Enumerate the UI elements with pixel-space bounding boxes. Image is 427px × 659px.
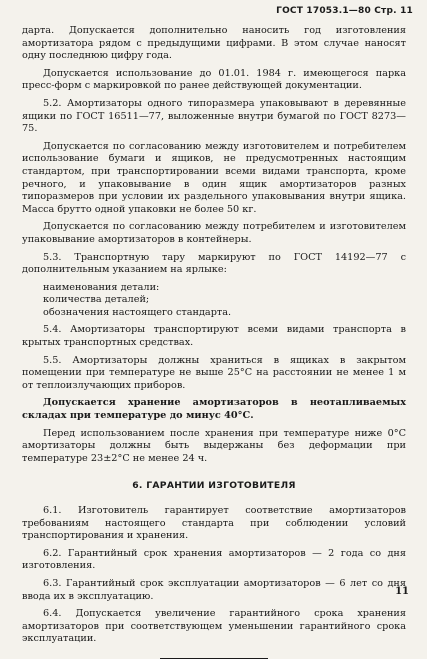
section-title: 6. ГАРАНТИИ ИЗГОТОВИТЕЛЯ bbox=[132, 480, 296, 492]
paragraph-6-3: 6.3. Гарантийный срок эксплуатации амортизаторов — 6 лет со дня ввода их в эксплуатацию. bbox=[22, 577, 406, 602]
paragraph-containers: Допускается по согласованию между потребителем и изготовителем упаковывание амортизаторов в контейнеры. bbox=[22, 221, 406, 245]
paragraph-5-3: 5.3. Транспортную тару маркируют по ГОСТ 14192—77 с дополнительным указанием на ярлыке: bbox=[22, 251, 406, 276]
paragraph-before-use: Перед использованием после хранения при температуре ниже 0°С амортизаторы должны быть выдержаны без деформации при температуре 23±2°С не менее 24 ч. bbox=[22, 427, 406, 464]
list-item: наименования детали: bbox=[43, 281, 160, 293]
paragraph-5-5: 5.5. Амортизаторы должны храниться в ящиках в закрытом помещении при температуре не выше 25°С на расстоянии не менее 1 м от теплоизлучающих приборов. bbox=[22, 354, 406, 391]
paragraph-6-4: 6.4. Допускается увеличение гарантийного срока хранения амортизаторов при соответствующем уменьшении гарантийного срока эксплуатации. bbox=[22, 608, 406, 645]
page-header: ГОСТ 17053.1—80 Стр. 11 bbox=[276, 6, 413, 16]
paragraph-unheated-storage: Допускается хранение амортизаторов в неотапливаемых складах при температуре до минус 40°С. bbox=[22, 397, 406, 422]
paragraph-6-2: 6.2. Гарантийный срок хранения амортизаторов — 2 года со дня изготовления. bbox=[22, 547, 406, 572]
page-number: 11 bbox=[395, 586, 409, 597]
list-item: количества деталей; bbox=[43, 294, 150, 306]
paragraph-5-4: 5.4. Амортизаторы транспортируют всеми видами транспорта в крытых транспортных средствах. bbox=[22, 324, 406, 349]
paragraph-6-1: 6.1. Изготовитель гарантирует соответствие амортизаторов требованиям настоящего стандарта при соблюдении условий транспортирования и хранения. bbox=[22, 505, 406, 542]
paragraph-press-forms: Допускается использование до 01.01. 1984 г. имеющегося парка пресс-форм с маркировкой по ранее действующей документации. bbox=[22, 67, 406, 92]
paragraph-packaging-agreement: Допускается по согласованию между изготовителем и потребителем использование бумаги и ящиков, не предусмотренных настоящим стандартом, при транспортировании всеми видами транспорта, кроме речного, и упаковывание в один ящик амортизаторов разных типоразмеров при условии их раздельного упаковывания внутри ящика. Масса брутто одной упаковки не более 50 кг. bbox=[22, 140, 406, 215]
paragraph-5-2: 5.2. Амортизаторы одного типоразмера упаковывают в деревянные ящики по ГОСТ 16511—77, выложенные внутри бумагой по ГОСТ 8273—75. bbox=[22, 97, 406, 135]
page-content bbox=[22, 25, 406, 659]
label-list bbox=[22, 282, 406, 320]
list-item: обозначения настоящего стандарта. bbox=[43, 306, 232, 318]
paragraph-marking-year: дарта. Допускается дополнительно наносить год изготовления амортизатора рядом с предыдущими цифрами. В этом случае наносят одну последнюю цифру года. bbox=[22, 25, 406, 62]
